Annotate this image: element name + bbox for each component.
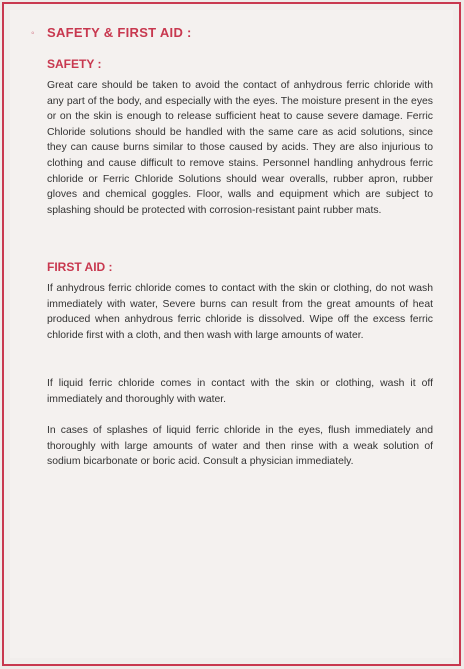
page-title: SAFETY & FIRST AID : (47, 25, 192, 40)
heading-bullet-icon: ◦ (31, 28, 35, 39)
safety-paragraph: Great care should be taken to avoid the contact of anhydrous ferric chloride with any part of the body, and especially with the eyes. The moisture present in the eyes or on the skin is enough to release sufficient heat to cause severe damage. Ferric Chloride solutions should be handled with the same care as acid solutions, since they can cause burns similar to those caused by acids. They are also injurious to clothing and cause difficult to remove stains. Personnel handling anhydrous ferric chloride or Ferric Chloride Solutions should wear overalls, rubber apron, rubber gloves and chemical goggles. Floor, walls and equipment which are subject to splashing should be protected with corrosion-resistant paint rubber mats. (47, 80, 433, 216)
safety-heading: SAFETY : (47, 57, 102, 71)
first-aid-paragraph-1: If anhydrous ferric chloride comes to contact with the skin or clothing, do not wash immediately with water, Severe burns can result from the great amounts of heat produced when anhydrous ferric chloride is dissolved. Wipe off the excess ferric chloride first with a cloth, and then wash with large amounts of water. (47, 283, 433, 341)
first-aid-heading: FIRST AID : (47, 260, 113, 274)
first-aid-paragraph-3: In cases of splashes of liquid ferric chloride in the eyes, flush immediately and thoroughly with large amounts of water and then rinse with a weak solution of sodium bicarbonate or boric acid. Consult a physician immediately. (47, 425, 433, 468)
first-aid-paragraph-2: If liquid ferric chloride comes in contact with the skin or clothing, wash it off immediately and thoroughly with water. (47, 378, 433, 405)
